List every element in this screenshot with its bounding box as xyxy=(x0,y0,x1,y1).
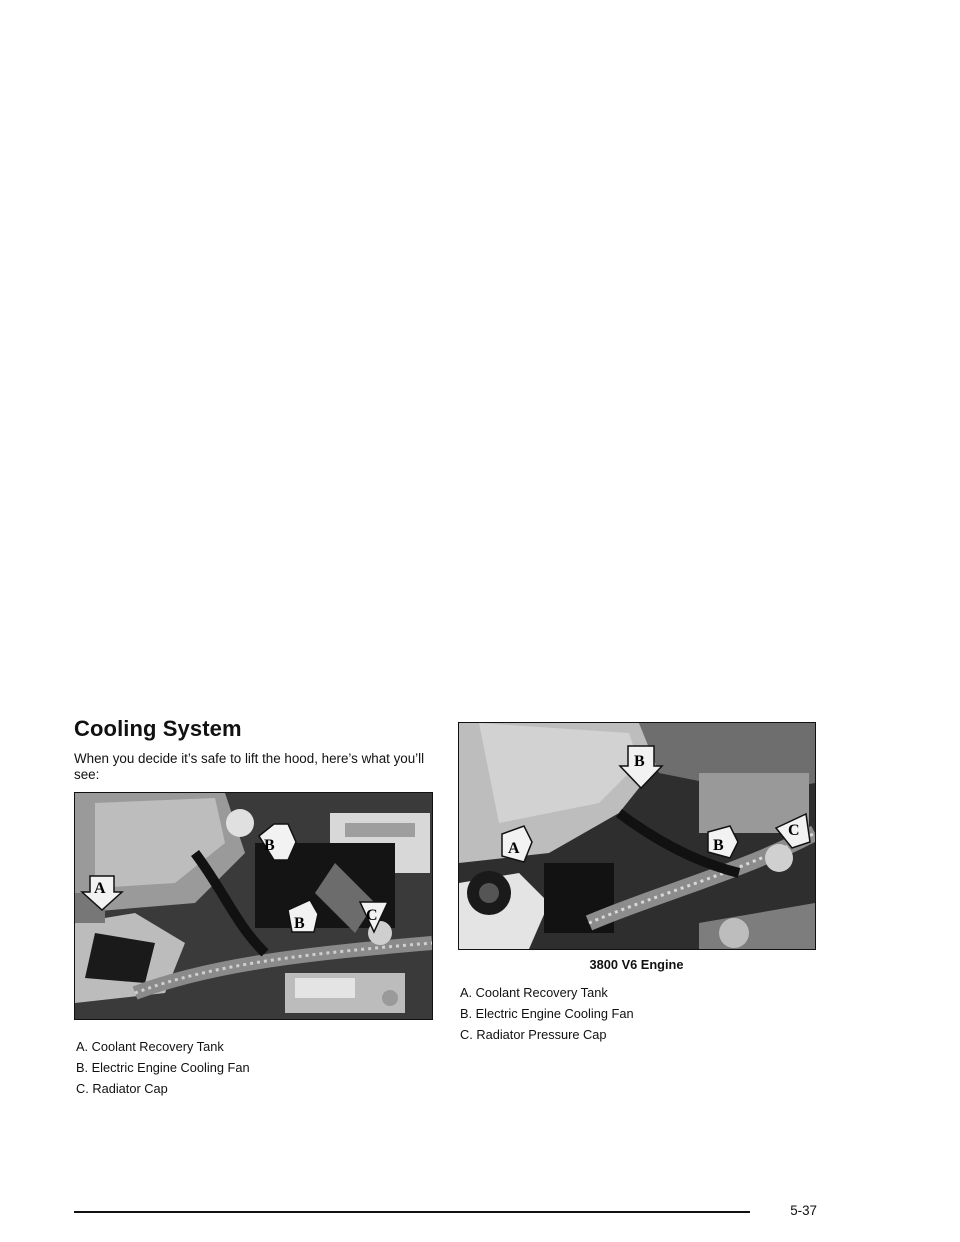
legend-left xyxy=(76,1039,250,1102)
callout-a-right xyxy=(502,826,532,862)
intro-paragraph: When you decide it’s safe to lift the hood, here’s what you’ll see: xyxy=(74,751,425,782)
callout-b-upper-left xyxy=(259,824,296,860)
svg-text:A: A xyxy=(94,880,106,897)
svg-text:B: B xyxy=(264,837,275,854)
svg-text:A: A xyxy=(508,840,520,857)
legend-item-c: C. Radiator Pressure Cap xyxy=(460,1027,607,1042)
legend-item-a: A. Coolant Recovery Tank xyxy=(76,1039,224,1054)
svg-text:B: B xyxy=(634,753,645,770)
legend-item-c: C. Radiator Cap xyxy=(76,1081,168,1096)
legend-right xyxy=(460,985,634,1048)
callout-b-lower-left xyxy=(288,900,318,932)
svg-text:C: C xyxy=(366,907,378,924)
svg-text:C: C xyxy=(788,822,800,839)
section-heading: Cooling System xyxy=(74,716,242,741)
svg-text:B: B xyxy=(713,837,724,854)
callout-b-lower-right xyxy=(708,826,738,858)
legend-item-b: B. Electric Engine Cooling Fan xyxy=(460,1006,634,1021)
callout-b-upper-right xyxy=(620,746,662,788)
legend-item-b: B. Electric Engine Cooling Fan xyxy=(76,1060,250,1075)
callout-layer-left xyxy=(74,792,431,1018)
legend-item-a: A. Coolant Recovery Tank xyxy=(460,985,608,1000)
callout-a-left xyxy=(82,876,122,910)
figure-caption-right: 3800 V6 Engine xyxy=(589,957,684,972)
svg-text:B: B xyxy=(294,915,305,932)
page-number: 5-37 xyxy=(790,1203,817,1218)
callout-layer-right xyxy=(458,722,814,948)
callout-c-left xyxy=(360,902,388,932)
callout-c-right xyxy=(776,814,810,848)
footer-rule xyxy=(74,1211,750,1213)
